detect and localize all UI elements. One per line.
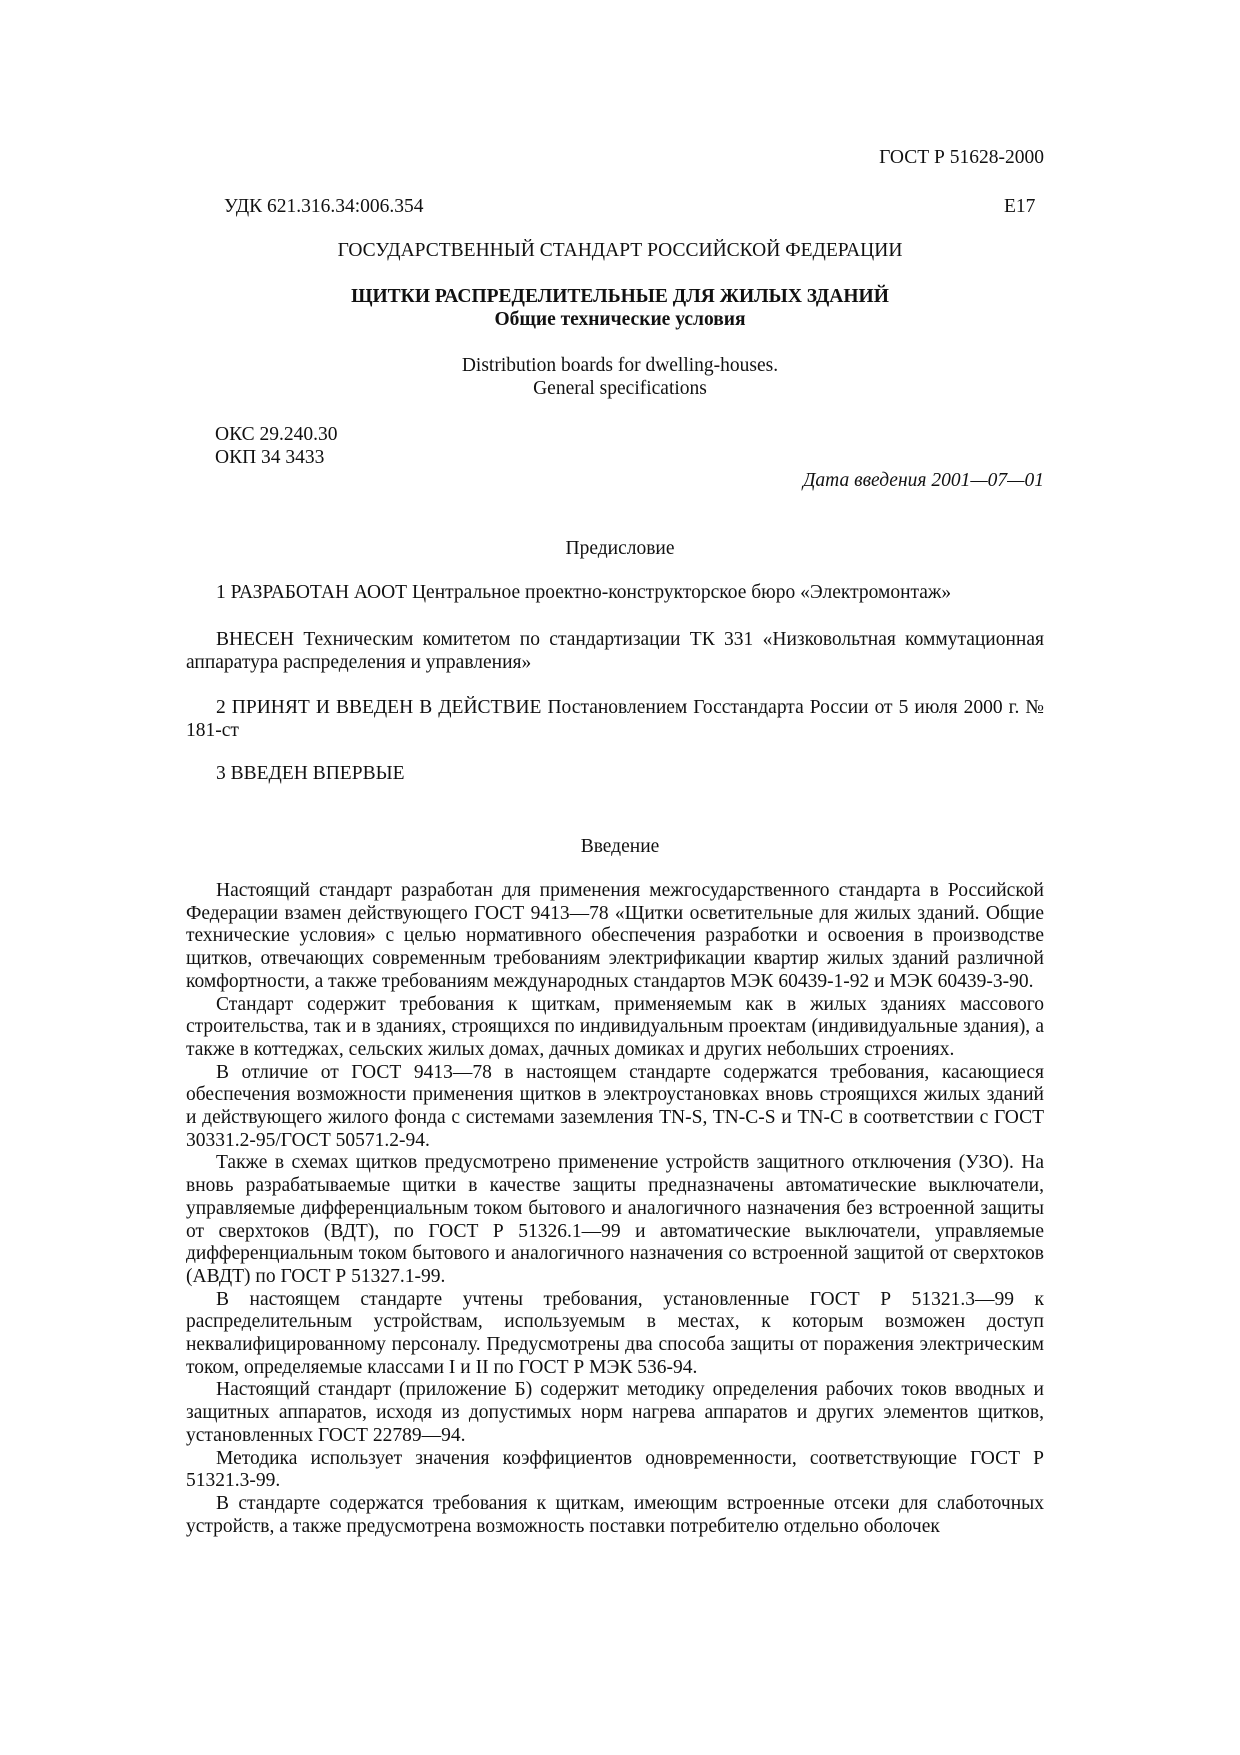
introduction-paragraph: В стандарте содержатся требования к щиткам, имеющим встроенные отсеки для слаботочных устройств, а также предусмотрена возможность поставки потребителю отдельно оболочек <box>186 1492 1044 1537</box>
english-title-line2: General specifications <box>533 378 707 399</box>
document-title: ЩИТКИ РАСПРЕДЕЛИТЕЛЬНЫЕ ДЛЯ ЖИЛЫХ ЗДАНИЙ <box>351 286 889 307</box>
foreword-item <box>186 697 1044 742</box>
foreword-item <box>186 629 1044 674</box>
introduction-body <box>186 880 1044 1538</box>
introduction-date: Дата введения 2001—07—01 <box>803 470 1044 491</box>
foreword-item-text: 2 ПРИНЯТ И ВВЕДЕН В ДЕЙСТВИЕ Постановлением Госстандарта России от 5 июля 2000 г. № 181-ст <box>186 697 1044 741</box>
gost-number: ГОСТ Р 51628-2000 <box>879 147 1044 168</box>
introduction-paragraph: Настоящий стандарт (приложение Б) содержит методику определения рабочих токов вводных и защитных аппаратов, исходя из допустимых норм нагрева аппаратов и других элементов щитков, установленных ГОСТ 22789—94. <box>186 1379 1044 1446</box>
document-subtitle: Общие технические условия <box>494 309 746 330</box>
introduction-paragraph: Методика использует значения коэффициентов одновременности, соответствующие ГОСТ Р 51321.3-99. <box>186 1447 1044 1492</box>
introduction-paragraph: Стандарт содержит требования к щиткам, применяемым как в жилых зданиях массового строительства, так и в зданиях, строящихся по индивидуальным проектам (индивидуальные здания), а также в коттеджах, сельских жилых домах, дачных домиках и других небольших строениях. <box>186 993 1044 1060</box>
foreword-item <box>186 582 1044 605</box>
foreword-item-text: ВНЕСЕН Техническим комитетом по стандартизации ТК 331 «Низковольтная коммутационная аппаратура распределения и управления» <box>186 629 1044 673</box>
introduction-paragraph: Также в схемах щитков предусмотрено применение устройств защитного отключения (УЗО). На вновь разрабатываемые щитки в качестве защиты предназначены автоматические выключатели, управляемые дифференциальным током бытового и аналогичного назначения без встроенной защиты от сверхтоков (ВДТ), по ГОСТ Р 51326.1—99 и автоматические выключатели, управляемые дифференциальным током бытового и аналогичного назначения со встроенной защитой от сверхтоков (АВДТ) по ГОСТ Р 51327.1-99. <box>186 1152 1044 1287</box>
udk-code: УДК 621.316.34:006.354 <box>224 196 424 217</box>
foreword-item-text: 3 ВВЕДЕН ВПЕРВЫЕ <box>216 763 405 784</box>
introduction-paragraph: В отличие от ГОСТ 9413—78 в настоящем стандарте содержатся требования, касающиеся обеспечения возможности применения щитков в электроустановках вновь строящихся жилых зданий и действующего жилого фонда с системами заземления TN-S, TN-C-S и TN-C в соответствии с ГОСТ 30331.2-95/ГОСТ 50571.2-94. <box>186 1061 1044 1151</box>
foreword-item <box>186 763 1044 786</box>
foreword-item-text: 1 РАЗРАБОТАН АООТ Центральное проектно-конструкторское бюро «Электромонтаж» <box>216 582 952 603</box>
foreword-heading: Предисловие <box>565 538 675 559</box>
okp-code: ОКП 34 3433 <box>215 447 325 468</box>
english-title-line1: Distribution boards for dwelling-houses. <box>461 355 779 376</box>
organization-heading: ГОСУДАРСТВЕННЫЙ СТАНДАРТ РОССИЙСКОЙ ФЕДЕРАЦИИ <box>337 240 903 261</box>
introduction-paragraph: В настоящем стандарте учтены требования, установленные ГОСТ Р 51321.3—99 к распределительным устройствам, используемым в местах, к которым возможен доступ неквалифицированному персоналу. Предусмотрены два способа защиты от поражения электрическим током, определяемые классами I и II по ГОСТ Р МЭК 536-94. <box>186 1288 1044 1378</box>
group-code: Е17 <box>1004 196 1036 217</box>
oks-code: ОКС 29.240.30 <box>215 424 338 445</box>
introduction-paragraph: Настоящий стандарт разработан для применения межгосударственного стандарта в Российской Федерации взамен действующего ГОСТ 9413—78 «Щитки осветительные для жилых зданий. Общие технические условия» с целью нормативного обеспечения разработки и освоения в производстве щитков, отвечающих современным требованиям электрификации квартир жилых зданий различной комфортности, а также требованиям международных стандартов МЭК 60439-1-92 и МЭК 60439-3-90. <box>186 880 1044 992</box>
introduction-heading: Введение <box>580 836 660 857</box>
